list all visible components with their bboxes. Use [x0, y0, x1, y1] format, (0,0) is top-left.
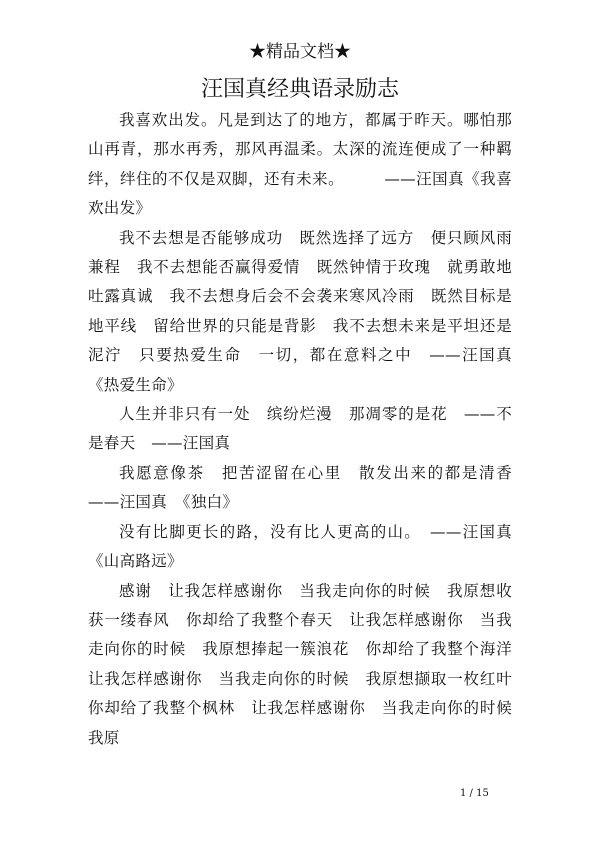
paragraph-6: 感谢 让我怎样感谢你 当我走向你的时候 我原想收获一缕春风 你却给了我整个春天 让我怎样感谢你 当我走向你的时候 我原想捧起一簇浪花 你却给了我整个海洋 让我怎样感谢你 当我走向你的时候 我原想撷取一枚红叶 你却给了我整个枫林 让我怎样感谢你 当我走向你的时候 我原	[88, 581, 528, 747]
page-number: 1 / 15	[460, 788, 489, 799]
paragraph-2: 我不去想是否能够成功 既然选择了远方 便只顾风雨兼程 我不去想能否赢得爱情 既然钟情于玫瑰 就勇敢地吐露真诚 我不去想身后会不会袭来寒风冷雨 既然目标是地平线 留给世界的只能是背影 我不去想未来是平坦还是泥泞 只要热爱生命 一切，都在意料之中 ——汪国真 《热爱生命》	[88, 228, 528, 394]
paragraph-3: 人生并非只有一处 缤纷烂漫 那凋零的是花 ——不是春天 ——汪国真	[88, 405, 512, 453]
document-body	[88, 106, 528, 753]
paragraph-1: 我喜欢出发。凡是到达了的地方，都属于昨天。哪怕那山再青，那水再秀，那风再温柔。太深的流连便成了一种羁绊，绊住的不仅是双脚，还有未来。 ——汪国真《我喜欢出发》	[88, 111, 512, 218]
document-title: 汪国真经典语录励志	[200, 77, 399, 102]
paragraph-4: 我愿意像茶 把苦涩留在心里 散发出来的都是清香 ——汪国真 《独白》	[88, 463, 528, 512]
document-header: ★精品文档★	[249, 42, 351, 62]
paragraph-5: 没有比脚更长的路，没有比人更高的山。 ——汪国真《山高路远》	[88, 522, 512, 571]
